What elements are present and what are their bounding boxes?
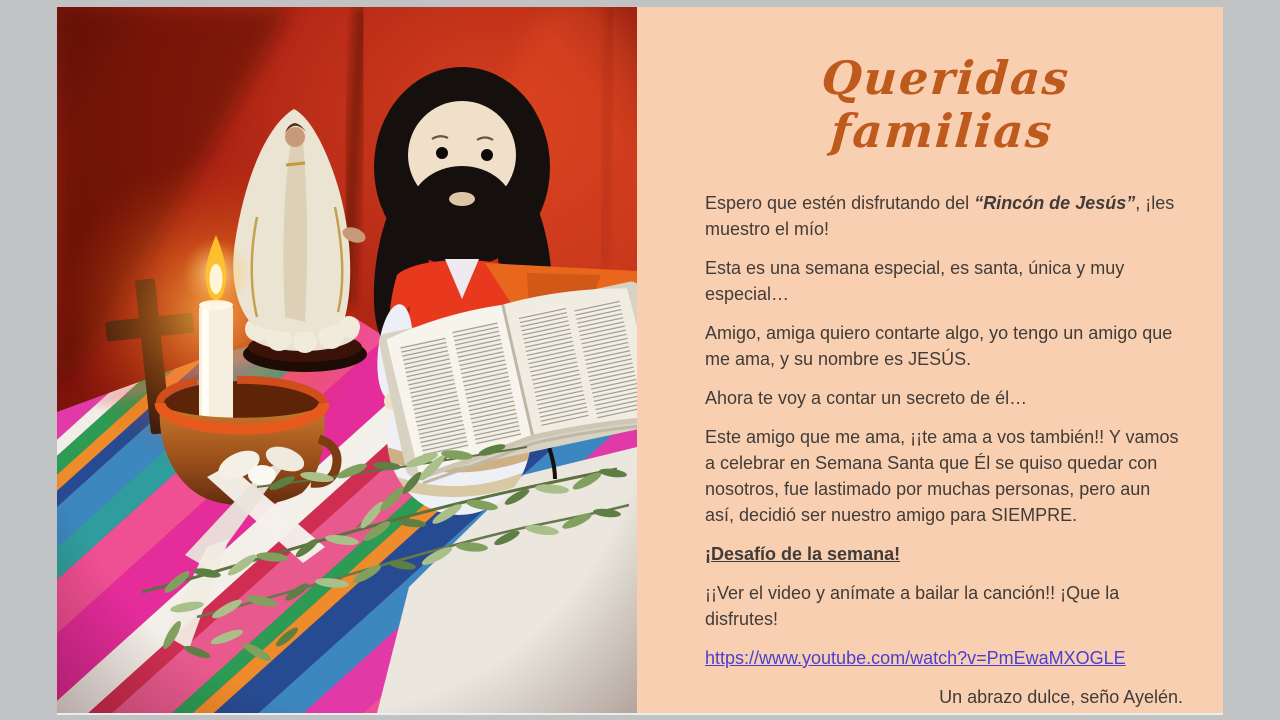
slide-title: Queridas familias — [819, 51, 1072, 158]
challenge-heading: ¡Desafío de la semana! — [705, 543, 901, 564]
paragraph-semana-santa: Este amigo que me ama, ¡¡te ama a vos también!! Y vamos a celebrar en Semana Santa que Él se quiso quedar con nosotros, fue lastimado por muchas personas, pero aun así, decidió ser nuestro amigo para SIEMPRE. — [705, 426, 1179, 525]
paragraph-video: ¡¡Ver el video y anímate a bailar la canción!! ¡Que la disfrutes! — [705, 582, 1120, 629]
greeting-suffix: , ¡les muestro el mío! — [705, 192, 1175, 239]
altar-photo-graphic — [57, 7, 637, 713]
greeting-prefix: Espero que estén disfrutando del — [705, 192, 975, 213]
paragraph-greeting — [705, 190, 1183, 242]
paragraph-secreto: Ahora te voy a contar un secreto de él… — [705, 387, 1028, 408]
youtube-link[interactable]: https://www.youtube.com/watch?v=PmEwaMXOGLE — [705, 647, 1126, 668]
presentation-slide — [57, 7, 1223, 713]
paragraph-amigo: Amigo, amiga quiero contarte algo, yo tengo un amigo que me ama, y su nombre es JESÚS. — [705, 322, 1173, 369]
photo-vignette — [57, 7, 637, 713]
altar-photo — [57, 7, 637, 713]
video-link-line — [705, 645, 1183, 671]
rincon-de-jesus-emphasis: “Rincón de Jesús” — [974, 192, 1136, 213]
text-panel — [637, 7, 1223, 713]
paragraph-semana-especial: Esta es una semana especial, es santa, única y muy especial… — [705, 257, 1125, 304]
closing-signature: Un abrazo dulce, seño Ayelén. — [939, 686, 1183, 707]
